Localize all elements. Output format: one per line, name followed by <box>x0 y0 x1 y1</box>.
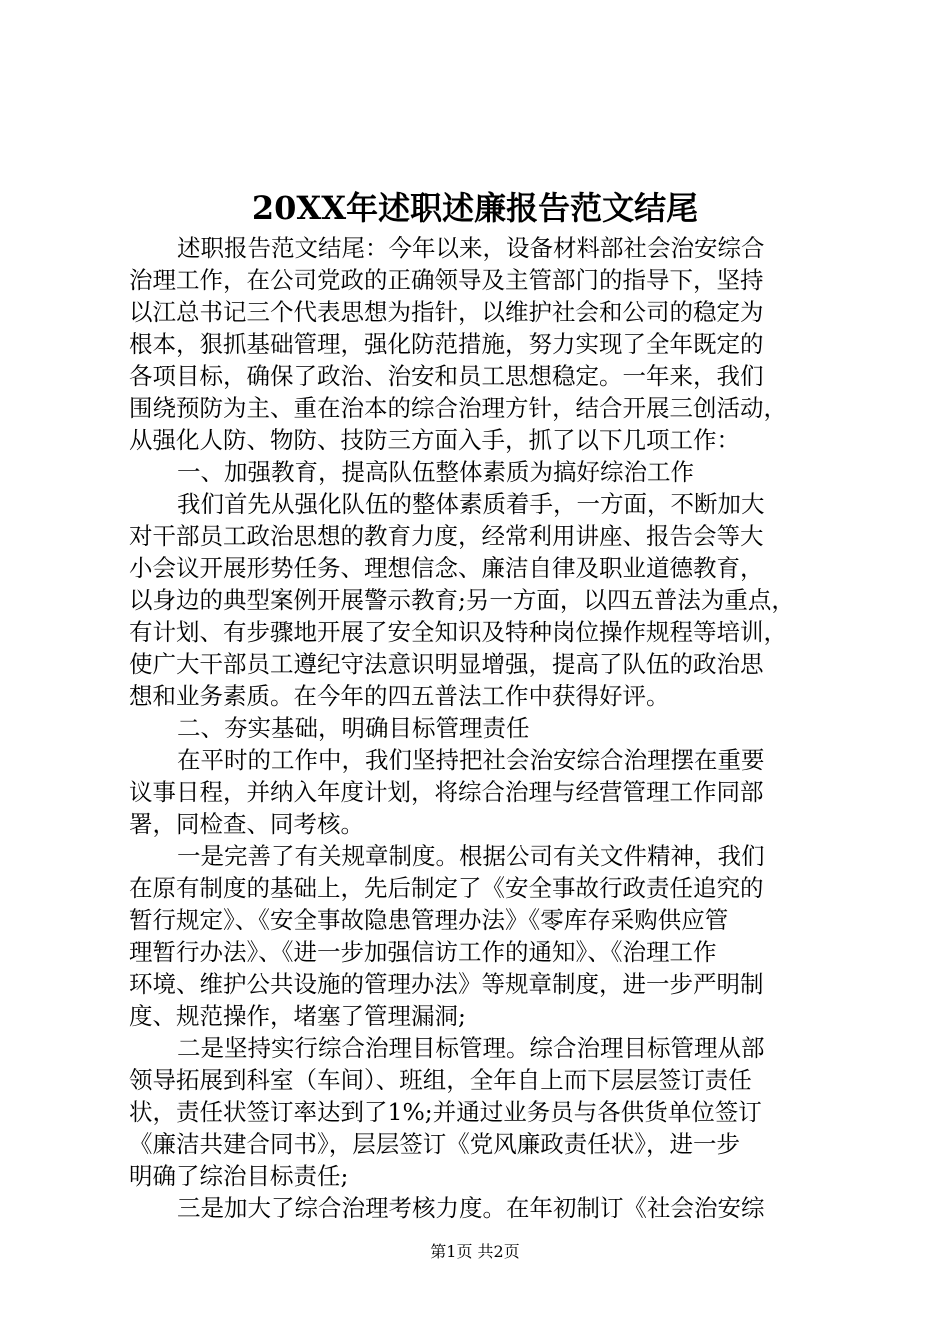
text-line: 二、夯实基础，明确目标管理责任 <box>177 714 530 742</box>
text-line: 根本，狠抓基础管理，强化防范措施，努力实现了全年既定的 <box>129 330 764 358</box>
text-line: 在原有制度的基础上，先后制定了《安全事故行政责任追究的 <box>129 874 764 902</box>
document-body <box>129 232 834 1224</box>
text-line: 治理工作，在公司党政的正确领导及主管部门的指导下，坚持 <box>129 266 764 294</box>
text-line: 围绕预防为主、重在治本的综合治理方针，结合开展三创活动， <box>129 394 787 422</box>
text-line: 领导拓展到科室（车间）、班组，全年自上而下层层签订责任 <box>129 1066 752 1094</box>
text-line: 度、规范操作，堵塞了管理漏洞; <box>129 1002 466 1030</box>
text-line: 以江总书记三个代表思想为指针，以维护社会和公司的稳定为 <box>129 298 764 326</box>
text-line: 有计划、有步骤地开展了安全知识及特种岗位操作规程等培训， <box>129 618 787 646</box>
text-line: 《廉洁共建合同书》，层层签订《党风廉政责任状》，进一步 <box>129 1130 740 1158</box>
text-line: 一是完善了有关规章制度。根据公司有关文件精神，我们 <box>177 842 765 870</box>
text-line: 一、加强教育，提高队伍整体素质为搞好综治工作 <box>177 458 694 486</box>
text-line: 在平时的工作中，我们坚持把社会治安综合治理摆在重要 <box>177 746 765 774</box>
text-line: 我们首先从强化队伍的整体素质着手，一方面，不断加大 <box>177 490 765 518</box>
text-line: 使广大干部员工遵纪守法意识明显增强，提高了队伍的政治思 <box>129 650 764 678</box>
text-line: 想和业务素质。在今年的四五普法工作中获得好评。 <box>129 682 670 710</box>
text-line: 议事日程，并纳入年度计划，将综合治理与经营管理工作同部 <box>129 778 764 806</box>
text-line: 理暂行办法》、《进一步加强信访工作的通知》、《治理工作 <box>129 938 717 966</box>
text-line: 以身边的典型案例开展警示教育;另一方面，以四五普法为重点， <box>129 586 795 614</box>
text-line: 状，责任状签订率达到了1%;并通过业务员与各供货单位签订 <box>129 1098 762 1126</box>
text-line: 三是加大了综合治理考核力度。在年初制订《社会治安综 <box>177 1194 765 1222</box>
text-line: 述职报告范文结尾：今年以来，设备材料部社会治安综合 <box>177 234 765 262</box>
text-line: 环境、维护公共设施的管理办法》等规章制度，进一步严明制 <box>129 970 764 998</box>
text-line: 小会议开展形势任务、理想信念、廉洁自律及职业道德教育， <box>129 554 764 582</box>
page-footer: 第1页 共2页 <box>430 1242 520 1261</box>
text-line: 明确了综治目标责任; <box>129 1162 349 1190</box>
text-line: 署，同检查、同考核。 <box>129 810 364 838</box>
text-line: 暂行规定》、《安全事故隐患管理办法》《零库存采购供应管 <box>129 906 729 934</box>
text-line: 从强化人防、物防、技防三方面入手，抓了以下几项工作： <box>129 426 740 454</box>
text-line: 各项目标，确保了政治、治安和员工思想稳定。一年来，我们 <box>129 362 764 390</box>
text-line: 对干部员工政治思想的教育力度，经常利用讲座、报告会等大 <box>129 522 764 550</box>
text-line: 二是坚持实行综合治理目标管理。综合治理目标管理从部 <box>177 1034 765 1062</box>
document-title: 20XX年述职述廉报告范文结尾 <box>251 189 699 227</box>
